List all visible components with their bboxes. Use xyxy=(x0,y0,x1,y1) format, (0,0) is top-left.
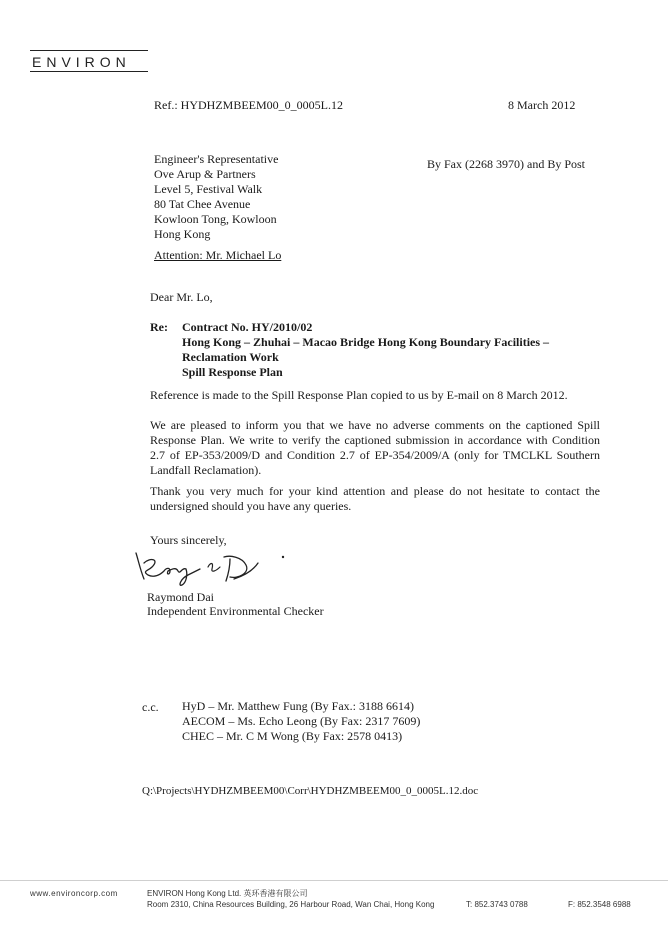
paragraph-comments: We are pleased to inform you that we have no adverse comments on the captioned Spill Response Plan. We write to verify the captioned submission in accordance with Condition 2.7 of EP-353/2009/D and Condition 2.7 of EP-354/2009/A (only for TMCLKL Southern Landfall Reclamation). xyxy=(150,418,600,477)
recipient-address xyxy=(154,152,278,242)
address-line: Kowloon Tong, Kowloon xyxy=(154,212,277,226)
signer-title: Independent Environmental Checker xyxy=(147,604,324,618)
footer-website[interactable]: www.environcorp.com xyxy=(30,889,118,898)
file-path: Q:\Projects\HYDHZMBEEM00\Corr\HYDHZMBEEM00_0_0005L.12.doc xyxy=(142,785,479,797)
subject-line: Hong Kong – Zhuhai – Macao Bridge Hong Kong Boundary Facilities – xyxy=(182,335,550,349)
cc-list xyxy=(182,699,420,744)
re-label: Re: xyxy=(150,320,168,334)
salutation: Dear Mr. Lo, xyxy=(150,290,213,304)
subject-line: Contract No. HY/2010/02 xyxy=(182,320,313,334)
footer-fax: F: 852.3548 6988 xyxy=(568,900,631,909)
delivery-method: By Fax (2268 3970) and By Post xyxy=(427,157,586,171)
environ-logo: ENVIRON xyxy=(30,50,148,72)
footer-divider xyxy=(0,880,668,881)
letter-date: 8 March 2012 xyxy=(508,98,576,112)
subject-block xyxy=(182,320,549,380)
attention-line: Attention: Mr. Michael Lo xyxy=(154,248,282,262)
signer-name: Raymond Dai xyxy=(147,590,214,604)
paragraph-thanks: Thank you very much for your kind attention and please do not hesitate to contact the undersigned should you have any queries. xyxy=(150,484,600,513)
footer-company: ENVIRON Hong Kong Ltd. 英环香港有限公司 xyxy=(147,889,308,898)
address-line: Hong Kong xyxy=(154,227,211,241)
cc-line: HyD – Mr. Matthew Fung (By Fax.: 3188 6614) xyxy=(182,699,414,713)
cc-label: c.c. xyxy=(142,700,159,714)
address-line: 80 Tat Chee Avenue xyxy=(154,197,251,211)
address-line: Ove Arup & Partners xyxy=(154,167,256,181)
address-line: Level 5, Festival Walk xyxy=(154,182,263,196)
cc-line: AECOM – Ms. Echo Leong (By Fax: 2317 7609) xyxy=(182,714,421,728)
subject-line: Spill Response Plan xyxy=(182,365,283,379)
footer-address: Room 2310, China Resources Building, 26 Harbour Road, Wan Chai, Hong Kong xyxy=(147,900,435,909)
footer-phone: T: 852.3743 0788 xyxy=(466,900,528,909)
cc-line: CHEC – Mr. C M Wong (By Fax: 2578 0413) xyxy=(182,729,403,743)
reference-number: Ref.: HYDHZMBEEM00_0_0005L.12 xyxy=(154,98,343,112)
paragraph-reference: Reference is made to the Spill Response Plan copied to us by E-mail on 8 March 2012. xyxy=(150,388,568,402)
subject-line: Reclamation Work xyxy=(182,350,279,364)
closing: Yours sincerely, xyxy=(150,533,227,547)
signature-image xyxy=(130,545,300,591)
address-line: Engineer's Representative xyxy=(154,152,279,166)
